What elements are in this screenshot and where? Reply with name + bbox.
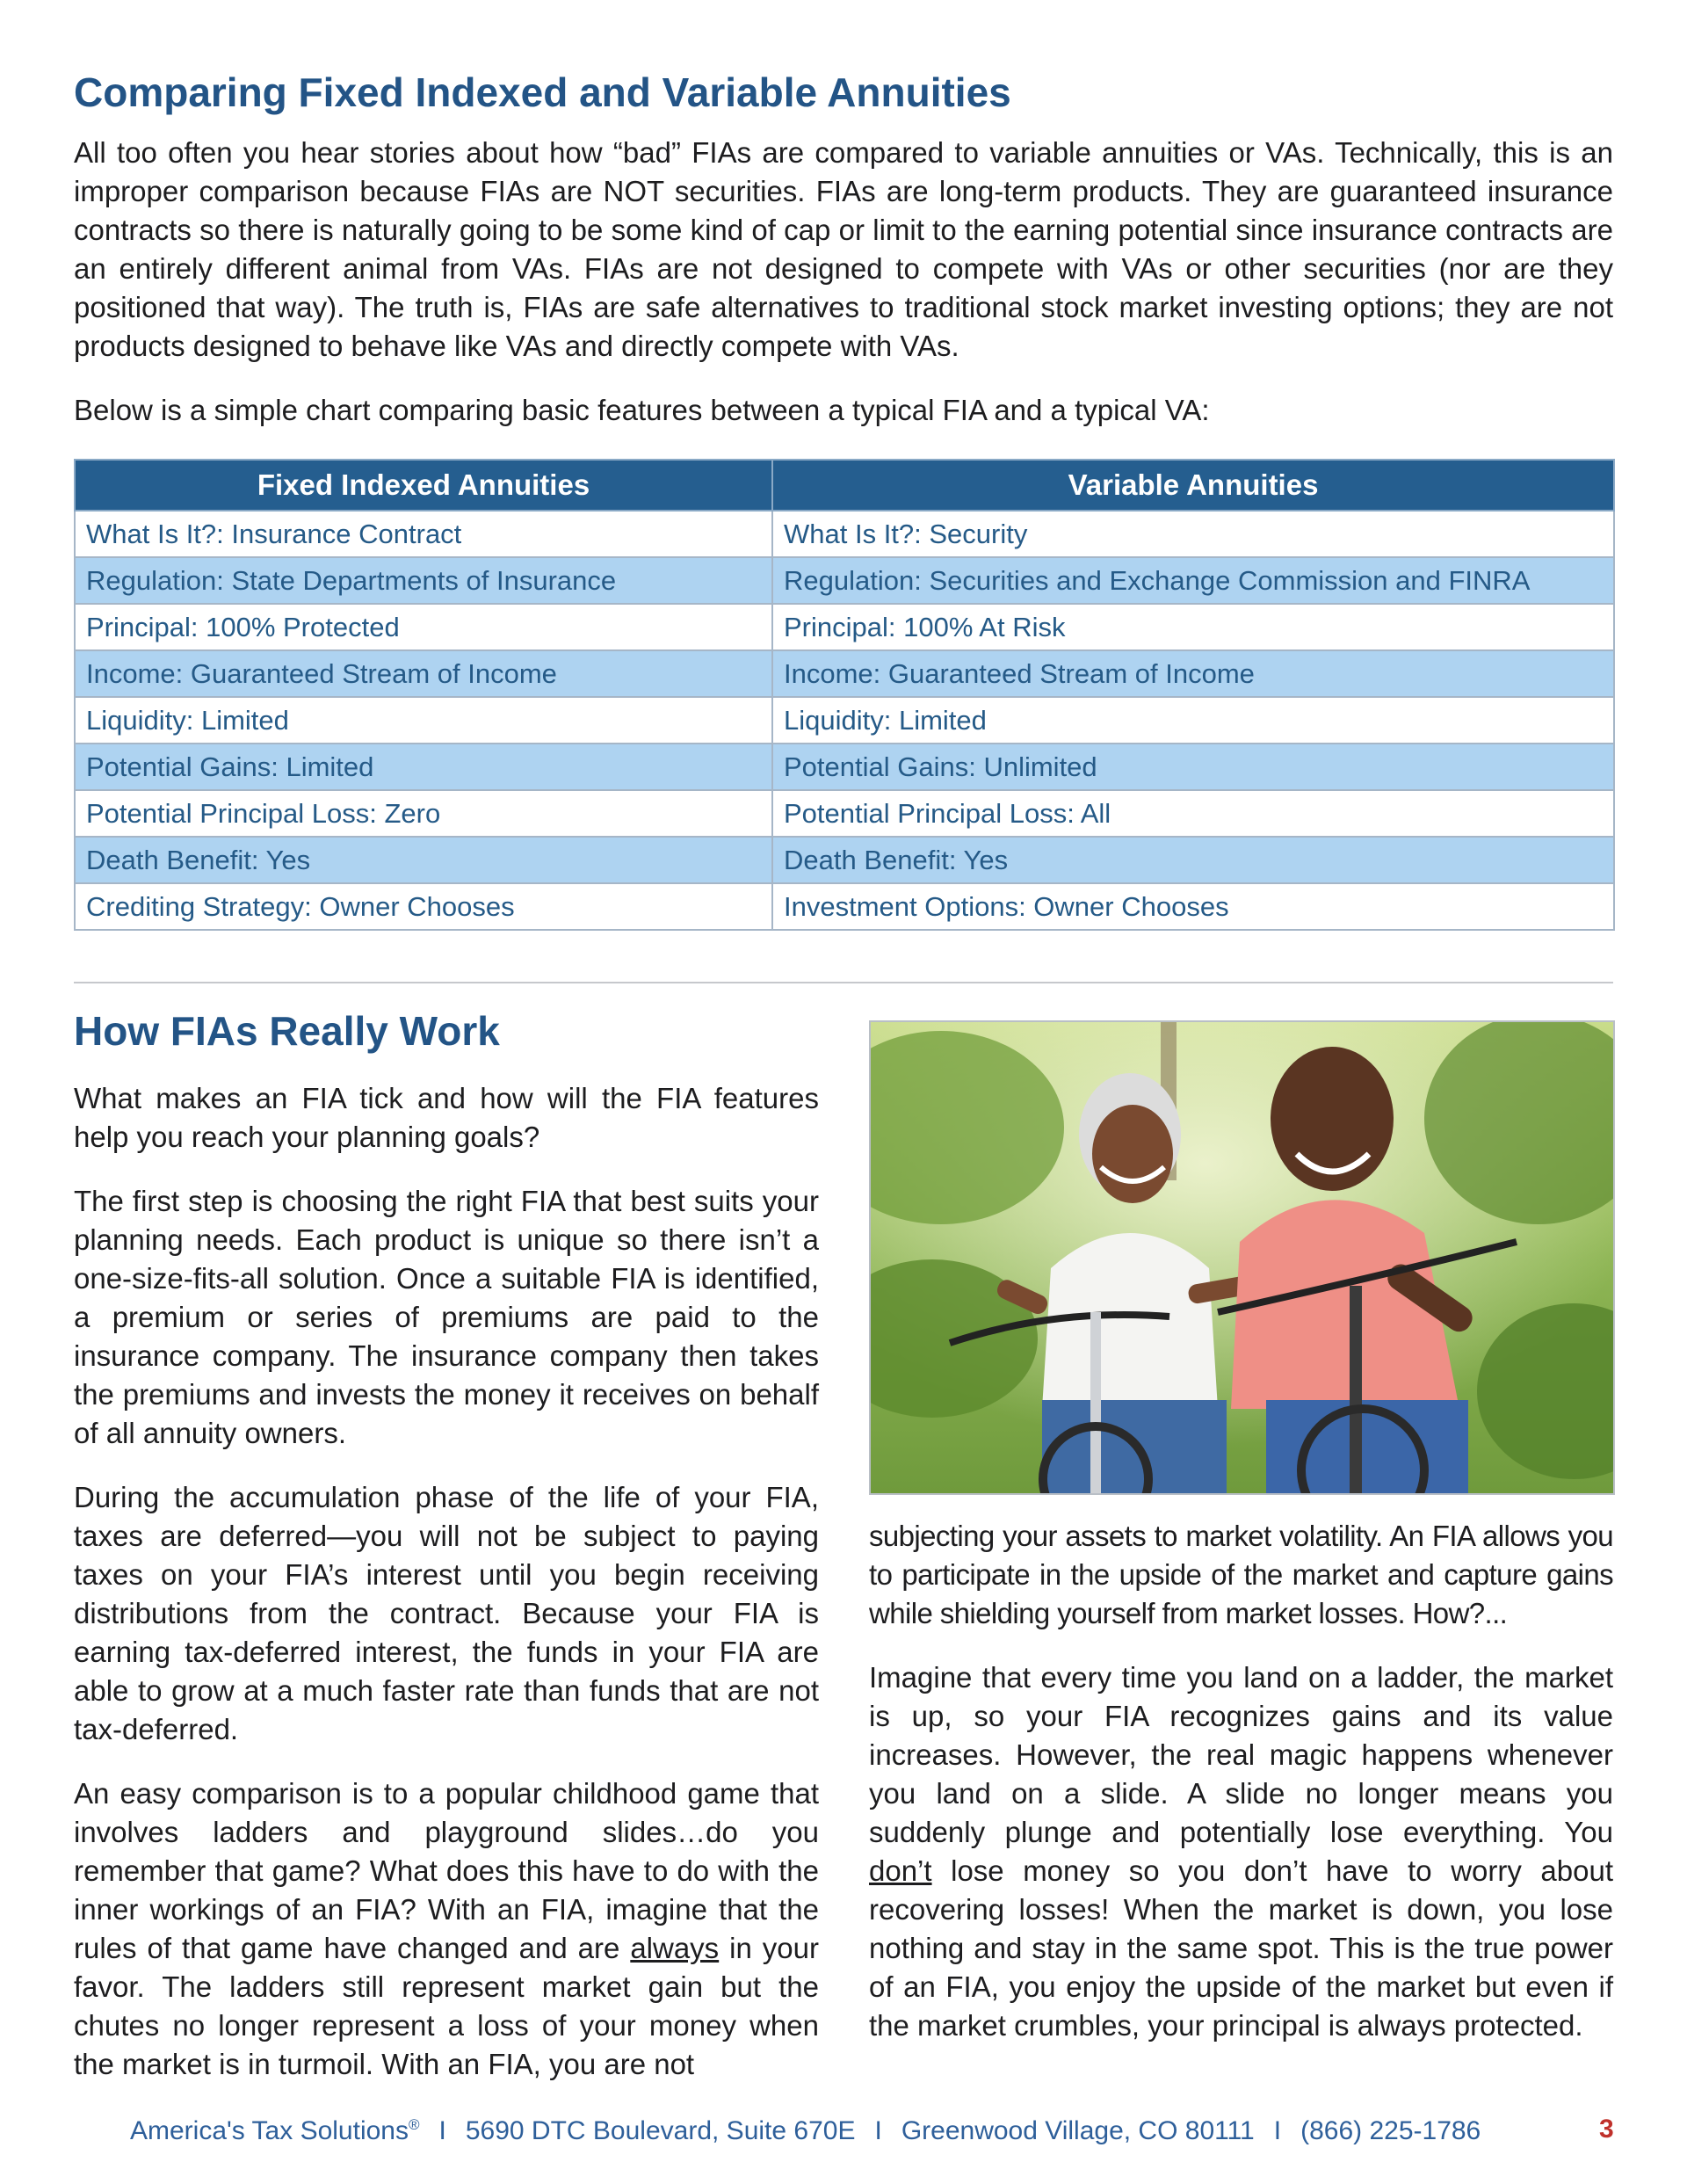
table-row — [75, 511, 1614, 557]
table-header-row — [75, 460, 1614, 511]
section-title: How FIAs Really Work — [74, 1008, 500, 1054]
text-run: Imagine that every time you land on a ladder, the market is up, so your FIA recognizes gains and its value increases. However, the real magic happens whenever you land on a slide. A slide no longer means you suddenly plunge and potentially lose everything. You — [869, 1661, 1613, 1848]
table-cell: Liquidity: Limited — [75, 697, 772, 744]
page-title: Comparing Fixed Indexed and Variable Annuities — [74, 69, 1011, 115]
body-paragraph — [869, 1658, 1613, 2045]
table-cell: What Is It?: Security — [772, 511, 1614, 557]
table-cell: What Is It?: Insurance Contract — [75, 511, 772, 557]
table-cell: Principal: 100% At Risk — [772, 604, 1614, 650]
photo-illustration — [871, 1022, 1613, 1493]
table-row — [75, 557, 1614, 604]
table-row — [75, 744, 1614, 790]
text-run: An easy comparison is to a popular childhood game that involves ladders and playground slides…do you remember that game? What does this have to do with the inner workings of an FIA? With an FIA, imagine that the rules of that game have changed and are — [74, 1777, 819, 1964]
footer-separator: I — [1273, 2116, 1282, 2145]
comparison-table — [74, 459, 1615, 931]
footer-company: America's Tax Solutions — [130, 2116, 409, 2145]
table-cell: Potential Gains: Limited — [75, 744, 772, 790]
table-header-va: Variable Annuities — [772, 460, 1614, 511]
table-cell: Regulation: State Departments of Insurance — [75, 557, 772, 604]
table-header-fia: Fixed Indexed Annuities — [75, 460, 772, 511]
table-row — [75, 697, 1614, 744]
body-paragraph: The first step is choosing the right FIA that best suits your planning needs. Each product is unique so there isn’t a one-size-fits-all solution. Once a suitable FIA is identified, a premium or series of premiums are paid to the insurance company. The insurance company then takes the premiums and invests the money it receives on behalf of all annuity owners. — [74, 1185, 819, 1449]
body-paragraph: What makes an FIA tick and how will the FIA features help you reach your planning goals? — [74, 1082, 819, 1153]
table-cell: Potential Principal Loss: All — [772, 790, 1614, 837]
table-row — [75, 604, 1614, 650]
table-cell: Death Benefit: Yes — [772, 837, 1614, 883]
footer-separator: I — [874, 2116, 882, 2145]
footer-phone: (866) 225-1786 — [1300, 2116, 1481, 2145]
footer — [130, 2116, 1613, 2146]
table-cell: Income: Guaranteed Stream of Income — [772, 650, 1614, 697]
table-row — [75, 837, 1614, 883]
table-cell: Potential Principal Loss: Zero — [75, 790, 772, 837]
table-cell: Crediting Strategy: Owner Chooses — [75, 883, 772, 930]
footer-city: Greenwood Village, CO 80111 — [901, 2116, 1255, 2145]
table-cell: Potential Gains: Unlimited — [772, 744, 1614, 790]
table-row — [75, 790, 1614, 837]
table-row — [75, 650, 1614, 697]
footer-address: 5690 DTC Boulevard, Suite 670E — [465, 2116, 856, 2145]
body-paragraph: During the accumulation phase of the life of your FIA, taxes are deferred—you will not be subject to paying taxes on your FIA’s interest until you begin receiving distributions from the contract. Because your FIA is earning tax-deferred interest, the funds in your FIA are able to grow at a much faster rate than funds that are not tax-deferred. — [74, 1481, 819, 1745]
table-cell: Principal: 100% Protected — [75, 604, 772, 650]
body-paragraph: subjecting your assets to market volatility. An FIA allows you to participate in the upside of the market and capture gains while shielding yourself from market losses. How?... — [869, 1520, 1613, 1629]
chart-intro-paragraph: Below is a simple chart comparing basic features between a typical FIA and a typical VA: — [74, 394, 1210, 426]
body-paragraph — [74, 1774, 819, 2084]
table-row — [75, 883, 1614, 930]
table-cell: Regulation: Securities and Exchange Commission and FINRA — [772, 557, 1614, 604]
underlined-word: don’t — [869, 1854, 932, 1887]
underlined-word: always — [630, 1932, 720, 1964]
left-column — [74, 1079, 819, 2109]
page-number: 3 — [1599, 2115, 1614, 2144]
intro-paragraph: All too often you hear stories about how “bad” FIAs are compared to variable annuities or VAs. Technically, this is an improper comparison because FIAs are NOT securities. FIAs are long-term products. They are guaranteed insurance contracts so there is naturally going to be some kind of cap or limit to the earning potential since insurance contracts are an entirely different animal from VAs. FIAs are not designed to compete with VAs or other securities (nor are they positioned that way). The truth is, FIAs are safe alternatives to traditional stock market investing options; they are not products designed to behave like VAs and directly compete with VAs. — [74, 136, 1613, 362]
section-divider — [74, 982, 1613, 983]
registered-mark: ® — [408, 2116, 420, 2133]
footer-separator: I — [438, 2116, 446, 2145]
right-column — [869, 1517, 1613, 2071]
text-run: lose money so you don’t have to worry about recovering losses! When the market is down, you lose nothing and stay in the same spot. This is the true power of an FIA, you enjoy the upside of the market but even if the market crumbles, your principal is always protected. — [869, 1854, 1613, 2042]
table-cell: Death Benefit: Yes — [75, 837, 772, 883]
table-cell: Investment Options: Owner Chooses — [772, 883, 1614, 930]
table-cell: Liquidity: Limited — [772, 697, 1614, 744]
text-run: in your favor. The ladders still represent market gain but the chutes no longer represent a loss of your money when the market is in turmoil. With an FIA, you are not — [74, 1932, 820, 2080]
couple-on-bicycles-photo — [869, 1020, 1615, 1495]
table-cell: Income: Guaranteed Stream of Income — [75, 650, 772, 697]
